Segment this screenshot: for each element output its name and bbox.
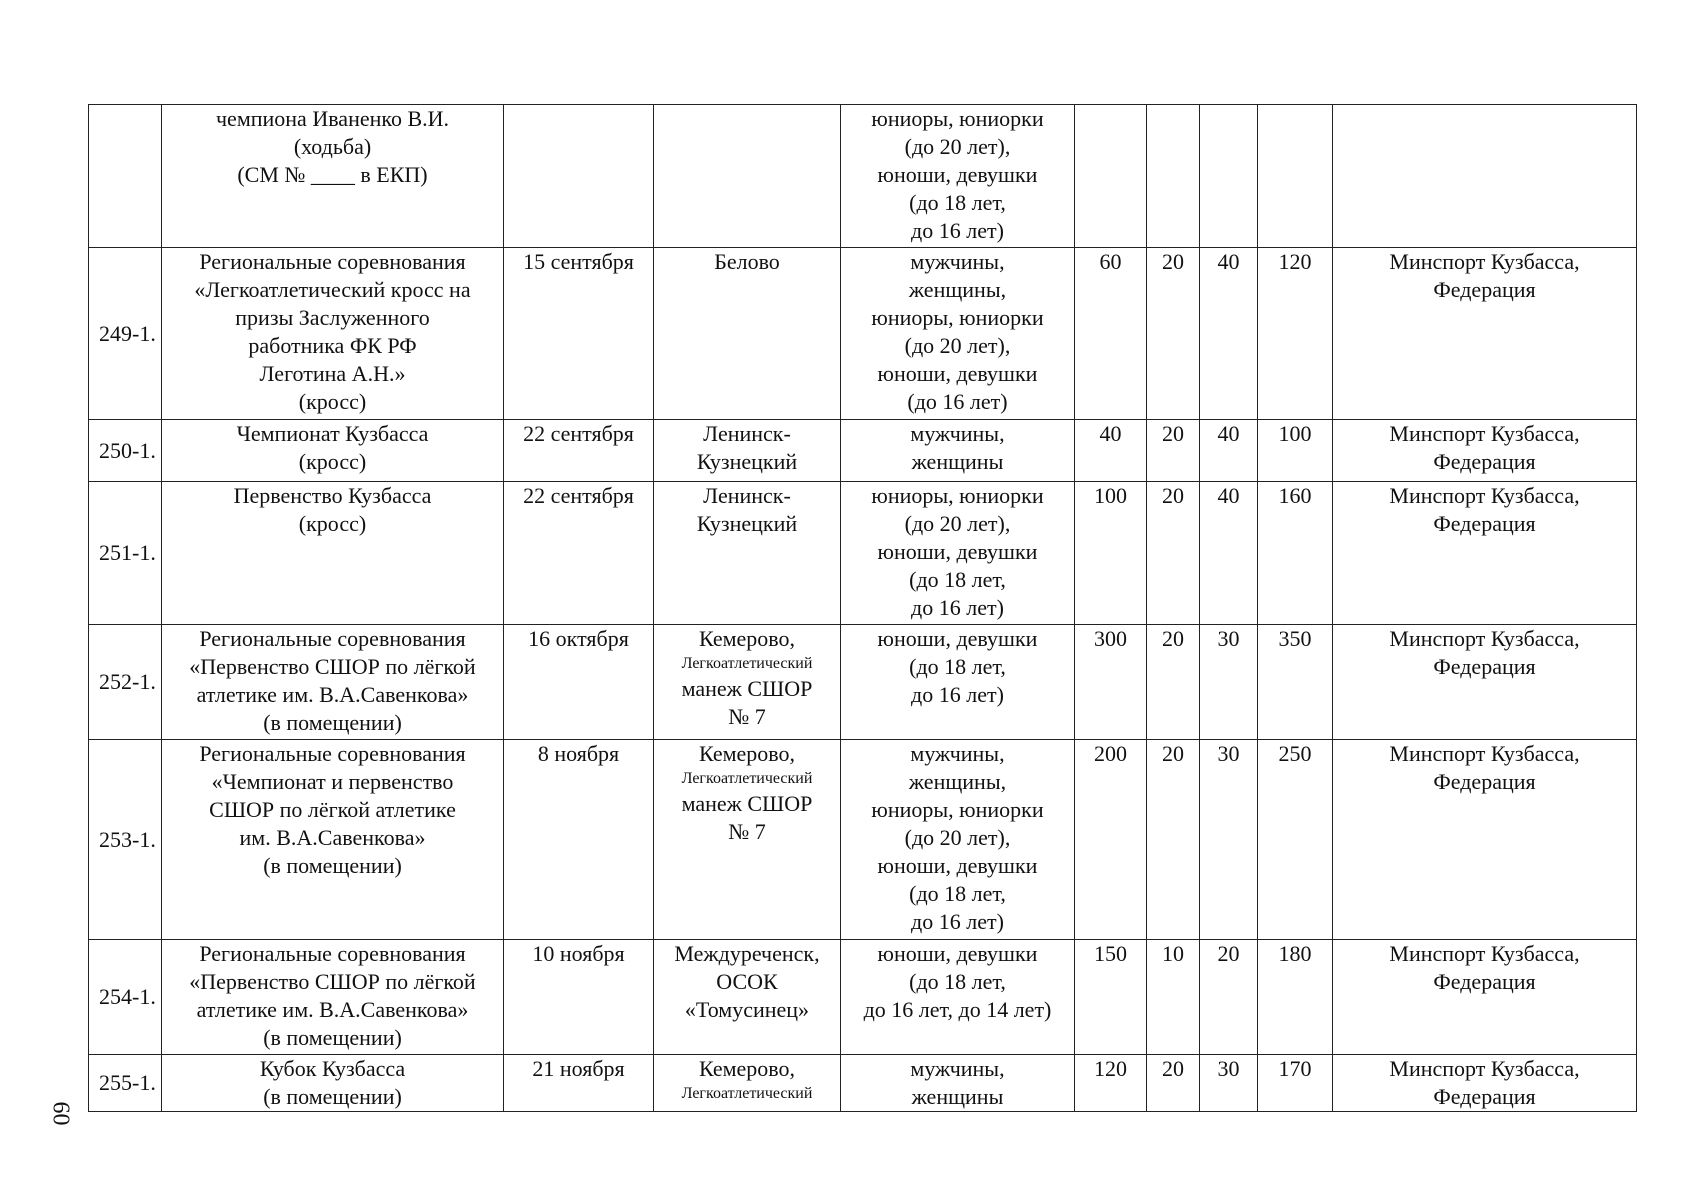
- participants-line: юноши, девушки: [877, 626, 1038, 651]
- organizer-line: Федерация: [1433, 654, 1536, 679]
- participants-line: до 16 лет): [911, 909, 1004, 934]
- row-number: 250-1.: [89, 420, 162, 482]
- count-col-2: 10: [1147, 940, 1200, 1055]
- event-name-line: (ходьба): [293, 134, 372, 159]
- count-col-2: [1147, 105, 1200, 248]
- event-place-line: манеж СШОР: [681, 676, 813, 701]
- participants-line: до 16 лет): [911, 595, 1004, 620]
- participants-line: юниоры, юниорки: [871, 305, 1044, 330]
- table-body: [89, 105, 1637, 1112]
- event-name-line: (кросс): [298, 511, 367, 536]
- organizer-line: Минспорт Кузбасса,: [1389, 249, 1580, 274]
- count-col-1: 150: [1075, 940, 1147, 1055]
- participants-line: (до 18 лет,: [909, 654, 1006, 679]
- event-name-line: (СМ № ____ в ЕКП): [237, 162, 428, 187]
- organizer-line: Минспорт Кузбасса,: [1389, 741, 1580, 766]
- event-place-line: № 7: [728, 704, 766, 729]
- event-name: [162, 940, 504, 1055]
- participants-line: мужчины,: [910, 421, 1005, 446]
- event-date: [504, 105, 654, 248]
- count-col-3: 30: [1200, 740, 1258, 940]
- event-name-line: (в помещении): [263, 853, 402, 878]
- event-name: [162, 248, 504, 420]
- event-name: [162, 105, 504, 248]
- table-row: [89, 248, 1637, 420]
- participants: [841, 105, 1075, 248]
- organizer-line: Федерация: [1433, 769, 1536, 794]
- event-name-line: работника ФК РФ: [248, 333, 417, 358]
- organizer: [1333, 105, 1637, 248]
- event-name-line: «Первенство СШОР по лёгкой: [189, 969, 476, 994]
- event-name-line: Региональные соревнования: [199, 249, 466, 274]
- participants-line: мужчины,: [910, 741, 1005, 766]
- participants-line: мужчины,: [910, 1056, 1005, 1081]
- count-col-1: 200: [1075, 740, 1147, 940]
- row-number: 249-1.: [89, 248, 162, 420]
- participants-line: женщины,: [908, 769, 1007, 794]
- participants: [841, 248, 1075, 420]
- event-name-line: Региональные соревнования: [199, 741, 466, 766]
- event-place-line: Легкоатлетический: [681, 655, 813, 672]
- event-name: [162, 1055, 504, 1112]
- count-col-1: 40: [1075, 420, 1147, 482]
- row-number: 255-1.: [89, 1055, 162, 1112]
- organizer-line: Федерация: [1433, 277, 1536, 302]
- table-row: [89, 1055, 1637, 1112]
- event-name: [162, 420, 504, 482]
- organizer: [1333, 740, 1637, 940]
- event-place: [654, 625, 841, 740]
- event-name-line: «Первенство СШОР по лёгкой: [189, 654, 476, 679]
- participants-line: женщины,: [908, 277, 1007, 302]
- organizer-line: Минспорт Кузбасса,: [1389, 941, 1580, 966]
- event-place: [654, 482, 841, 625]
- organizer-line: Минспорт Кузбасса,: [1389, 421, 1580, 446]
- organizer-line: Минспорт Кузбасса,: [1389, 626, 1580, 651]
- count-total: 160: [1258, 482, 1333, 625]
- row-number: [89, 105, 162, 248]
- count-col-3: 30: [1200, 1055, 1258, 1112]
- count-total: 250: [1258, 740, 1333, 940]
- event-place-line: Кузнецкий: [696, 511, 798, 536]
- count-col-1: 120: [1075, 1055, 1147, 1112]
- event-place-line: Кемерово,: [698, 626, 796, 651]
- count-col-3: 40: [1200, 482, 1258, 625]
- participants-line: до 16 лет, до 14 лет): [863, 997, 1052, 1022]
- event-place-line: Кемерово,: [698, 1056, 796, 1081]
- participants-line: юниоры, юниорки: [871, 483, 1044, 508]
- event-name-line: Кубок Кузбасса: [259, 1056, 406, 1081]
- count-col-1: [1075, 105, 1147, 248]
- table-row: [89, 420, 1637, 482]
- participants-line: (до 20 лет),: [904, 825, 1011, 850]
- event-place: [654, 940, 841, 1055]
- event-place-line: Ленинск-: [703, 421, 791, 446]
- event-name-line: Чемпионат Кузбасса: [236, 421, 429, 446]
- event-place: [654, 740, 841, 940]
- event-name-line: им. В.А.Савенкова»: [239, 825, 426, 850]
- organizer: [1333, 482, 1637, 625]
- event-name-line: (кросс): [298, 449, 367, 474]
- count-total: 350: [1258, 625, 1333, 740]
- row-number: 253-1.: [89, 740, 162, 940]
- event-name-line: (в помещении): [263, 1084, 402, 1109]
- event-name-line: (в помещении): [263, 1025, 402, 1050]
- event-name-line: чемпиона Иваненко В.И.: [215, 106, 450, 131]
- participants-line: до 16 лет): [911, 218, 1004, 243]
- event-name-line: Первенство Кузбасса: [233, 483, 432, 508]
- row-number: 252-1.: [89, 625, 162, 740]
- event-date: 22 сентября: [504, 420, 654, 482]
- participants-line: юниоры, юниорки: [871, 106, 1044, 131]
- participants-line: (до 18 лет,: [909, 881, 1006, 906]
- count-col-2: 20: [1147, 482, 1200, 625]
- event-date: 10 ноября: [504, 940, 654, 1055]
- organizer: [1333, 248, 1637, 420]
- count-col-1: 100: [1075, 482, 1147, 625]
- count-total: 120: [1258, 248, 1333, 420]
- count-col-2: 20: [1147, 248, 1200, 420]
- count-col-3: 40: [1200, 248, 1258, 420]
- event-name-line: (кросс): [298, 389, 367, 414]
- event-place-line: Ленинск-: [703, 483, 791, 508]
- participants-line: юноши, девушки: [877, 361, 1038, 386]
- event-place-line: Кемерово,: [698, 741, 796, 766]
- participants: [841, 940, 1075, 1055]
- event-name-line: СШОР по лёгкой атлетике: [209, 797, 456, 822]
- participants: [841, 420, 1075, 482]
- row-number: 251-1.: [89, 482, 162, 625]
- table-row: [89, 625, 1637, 740]
- count-col-3: [1200, 105, 1258, 248]
- organizer-line: Минспорт Кузбасса,: [1389, 1056, 1580, 1081]
- participants-line: до 16 лет): [911, 682, 1004, 707]
- count-col-2: 20: [1147, 740, 1200, 940]
- event-date: 15 сентября: [504, 248, 654, 420]
- event-date: 22 сентября: [504, 482, 654, 625]
- participants-line: женщины: [911, 1084, 1004, 1109]
- event-name-line: Леготина А.Н.»: [259, 361, 406, 386]
- event-name-line: атлетике им. В.А.Савенкова»: [196, 682, 469, 707]
- count-col-2: 20: [1147, 1055, 1200, 1112]
- participants-line: (до 18 лет,: [909, 969, 1006, 994]
- event-place: [654, 105, 841, 248]
- count-col-1: 300: [1075, 625, 1147, 740]
- event-place-line: Легкоатлетический: [681, 770, 813, 787]
- participants-line: (до 20 лет),: [904, 333, 1011, 358]
- participants: [841, 1055, 1075, 1112]
- event-name: [162, 482, 504, 625]
- participants-line: (до 20 лет),: [904, 511, 1011, 536]
- count-col-2: 20: [1147, 625, 1200, 740]
- event-name-line: «Легкоатлетический кросс на: [194, 277, 471, 302]
- participants: [841, 482, 1075, 625]
- participants-line: мужчины,: [910, 249, 1005, 274]
- table-row: [89, 740, 1637, 940]
- participants-line: юноши, девушки: [877, 853, 1038, 878]
- count-col-3: 40: [1200, 420, 1258, 482]
- participants-line: юноши, девушки: [877, 539, 1038, 564]
- participants-line: юноши, девушки: [877, 941, 1038, 966]
- count-col-2: 20: [1147, 420, 1200, 482]
- event-place-line: Междуреченск,: [674, 941, 820, 966]
- organizer-line: Федерация: [1433, 1084, 1536, 1109]
- participants-line: (до 20 лет),: [904, 134, 1011, 159]
- event-name: [162, 625, 504, 740]
- participants-line: женщины: [911, 449, 1004, 474]
- organizer-line: Федерация: [1433, 969, 1536, 994]
- participants: [841, 740, 1075, 940]
- table-row: [89, 105, 1637, 248]
- event-name-line: (в помещении): [263, 710, 402, 735]
- event-date: 21 ноября: [504, 1055, 654, 1112]
- event-place: [654, 420, 841, 482]
- event-date: 8 ноября: [504, 740, 654, 940]
- organizer-line: Минспорт Кузбасса,: [1389, 483, 1580, 508]
- organizer-line: Федерация: [1433, 511, 1536, 536]
- event-place-line: манеж СШОР: [681, 791, 813, 816]
- count-total: 170: [1258, 1055, 1333, 1112]
- event-name-line: Региональные соревнования: [199, 626, 466, 651]
- count-col-3: 20: [1200, 940, 1258, 1055]
- event-name-line: Региональные соревнования: [199, 941, 466, 966]
- organizer: [1333, 420, 1637, 482]
- organizer: [1333, 625, 1637, 740]
- event-date: 16 октября: [504, 625, 654, 740]
- event-name-line: призы Заслуженного: [235, 305, 430, 330]
- participants-line: юниоры, юниорки: [871, 797, 1044, 822]
- count-total: 100: [1258, 420, 1333, 482]
- count-col-3: 30: [1200, 625, 1258, 740]
- event-place-line: Легкоатлетический: [681, 1085, 813, 1102]
- event-place: [654, 248, 841, 420]
- table-row: [89, 482, 1637, 625]
- event-place-line: № 7: [728, 819, 766, 844]
- page-number: 60: [47, 1101, 74, 1126]
- event-place: [654, 1055, 841, 1112]
- participants-line: (до 18 лет,: [909, 190, 1006, 215]
- count-col-1: 60: [1075, 248, 1147, 420]
- organizer: [1333, 940, 1637, 1055]
- event-name: [162, 740, 504, 940]
- participants: [841, 625, 1075, 740]
- table-row: [89, 940, 1637, 1055]
- organizer-line: Федерация: [1433, 449, 1536, 474]
- row-number: 254-1.: [89, 940, 162, 1055]
- event-place-line: «Томусинец»: [684, 997, 810, 1022]
- event-place-line: Белово: [714, 249, 780, 274]
- events-table: [88, 104, 1637, 1112]
- count-total: 180: [1258, 940, 1333, 1055]
- organizer: [1333, 1055, 1637, 1112]
- event-name-line: атлетике им. В.А.Савенкова»: [196, 997, 469, 1022]
- event-place-line: Кузнецкий: [696, 449, 798, 474]
- event-place-line: ОСОК: [716, 969, 778, 994]
- count-total: [1258, 105, 1333, 248]
- event-name-line: «Чемпионат и первенство: [211, 769, 454, 794]
- participants-line: юноши, девушки: [877, 162, 1038, 187]
- participants-line: (до 16 лет): [907, 389, 1008, 414]
- participants-line: (до 18 лет,: [909, 567, 1006, 592]
